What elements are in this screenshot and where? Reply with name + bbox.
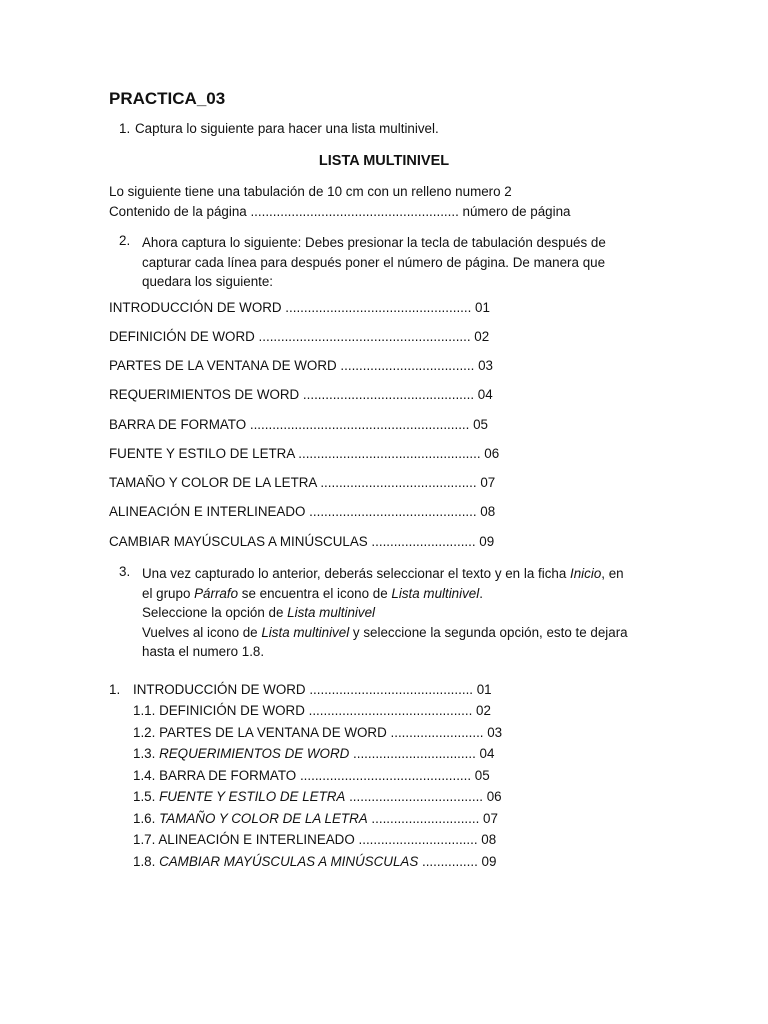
step-3-line: hasta el numero 1.8.	[142, 644, 265, 660]
multilevel-leader: ......................... 03	[386, 725, 503, 740]
multilevel-main-number: 1.	[109, 682, 121, 697]
multilevel-item	[133, 746, 494, 761]
step-3-text-part: se encuentra el icono de	[238, 585, 392, 601]
step-3-italic: Lista multinivel	[391, 585, 480, 601]
multilevel-item	[133, 854, 496, 869]
step-2-text	[142, 233, 606, 292]
multilevel-number: 1.6.	[133, 811, 156, 826]
toc-line: INTRODUCCIÓN DE WORD .................................................. 01	[109, 300, 490, 315]
step-3-text-part: y seleccione la segunda opción, esto te dejara	[349, 624, 628, 640]
multilevel-label: PARTES DE LA VENTANA DE WORD	[159, 725, 387, 740]
multilevel-leader: ................................ 08	[354, 832, 497, 847]
toc-line: CAMBIAR MAYÚSCULAS A MINÚSCULAS ............................ 09	[109, 534, 495, 549]
step-3-text-part: , en	[601, 566, 624, 581]
multilevel-leader: .............................................. 05	[296, 768, 490, 783]
toc-line: FUENTE Y ESTILO DE LETRA ................................................. 06	[109, 446, 500, 461]
toc-line: BARRA DE FORMATO ........................................................... 05	[109, 417, 488, 432]
step-2-line: quedara los siguiente:	[142, 274, 274, 290]
multilevel-label: ALINEACIÓN E INTERLINEADO	[158, 832, 355, 847]
multilevel-label: BARRA DE FORMATO	[159, 768, 297, 783]
multilevel-number: 1.8.	[133, 854, 156, 869]
multilevel-leader: .................................... 06	[345, 789, 502, 804]
multilevel-number: 1.4.	[133, 768, 156, 783]
multilevel-item	[133, 832, 496, 847]
step-3-text-part: Seleccione la opción de	[142, 605, 288, 621]
step-3-italic: Lista multinivel	[287, 605, 375, 621]
multilevel-number: 1.5.	[133, 789, 156, 804]
section-heading: LISTA MULTINIVEL	[318, 153, 450, 169]
multilevel-leader: ............................................ 01	[305, 682, 492, 697]
step-2-line: Ahora captura lo siguiente: Debes presionar la tecla de tabulación después de	[142, 235, 606, 250]
multilevel-label: CAMBIAR MAYÚSCULAS A MINÚSCULAS	[159, 854, 419, 869]
toc-line: DEFINICIÓN DE WORD ......................................................... 02	[109, 329, 490, 344]
multilevel-item	[133, 725, 502, 740]
step-3-italic: Inicio	[570, 566, 602, 581]
multilevel-item	[133, 811, 498, 826]
step-3-line	[142, 584, 628, 604]
multilevel-label: DEFINICIÓN DE WORD	[159, 703, 305, 718]
step-3-text-part: Vuelves al icono de	[142, 624, 262, 640]
step-3-text	[142, 564, 628, 662]
multilevel-leader: ................................. 04	[349, 746, 495, 761]
step-3-italic: Lista multinivel	[261, 624, 350, 640]
multilevel-number: 1.7.	[133, 832, 156, 847]
multilevel-main-item	[133, 682, 492, 697]
step-2-number: 2.	[119, 233, 131, 248]
step-3-text-part: el grupo	[142, 585, 195, 601]
multilevel-leader: ............................................ 02	[304, 703, 491, 718]
step-3-line	[142, 603, 628, 623]
step-3-text-part: .	[479, 585, 483, 601]
intro-line-1: Lo siguiente tiene una tabulación de 10 cm con un relleno numero 2	[109, 184, 512, 199]
toc-line: ALINEACIÓN E INTERLINEADO ............................................. 08	[109, 504, 496, 519]
multilevel-number: 1.3.	[133, 746, 156, 761]
step-3-line	[142, 623, 628, 643]
multilevel-item	[133, 768, 490, 783]
multilevel-label: REQUERIMIENTOS DE WORD	[159, 746, 350, 761]
step-2-line: capturar cada línea para después poner el número de página. De manera que	[142, 254, 606, 270]
step-3-number: 3.	[119, 564, 131, 579]
step-1-text: Captura lo siguiente para hacer una lista multinivel.	[135, 121, 439, 136]
multilevel-label: FUENTE Y ESTILO DE LETRA	[159, 789, 346, 804]
toc-line: TAMAÑO Y COLOR DE LA LETRA .......................................... 07	[109, 475, 496, 490]
multilevel-label: INTRODUCCIÓN DE WORD	[133, 682, 306, 697]
step-3-text-part: Una vez capturado lo anterior, deberás seleccionar el texto y en la ficha	[142, 566, 571, 581]
toc-line: PARTES DE LA VENTANA DE WORD .................................... 03	[109, 358, 493, 373]
intro-line-2: Contenido de la página ........................................................ número de página	[109, 204, 571, 219]
multilevel-number: 1.2.	[133, 725, 156, 740]
multilevel-leader: ............... 09	[418, 854, 497, 869]
multilevel-label: TAMAÑO Y COLOR DE LA LETRA	[159, 811, 368, 826]
toc-line: REQUERIMIENTOS DE WORD .............................................. 04	[109, 387, 493, 402]
multilevel-number: 1.1.	[133, 703, 156, 718]
multilevel-item	[133, 789, 502, 804]
multilevel-leader: ............................. 07	[367, 811, 498, 826]
step-3-line	[142, 564, 628, 584]
multilevel-item	[133, 703, 491, 718]
page-title: PRACTICA_03	[109, 89, 226, 108]
step-1-number: 1.	[119, 121, 131, 136]
step-3-italic: Párrafo	[194, 585, 239, 601]
